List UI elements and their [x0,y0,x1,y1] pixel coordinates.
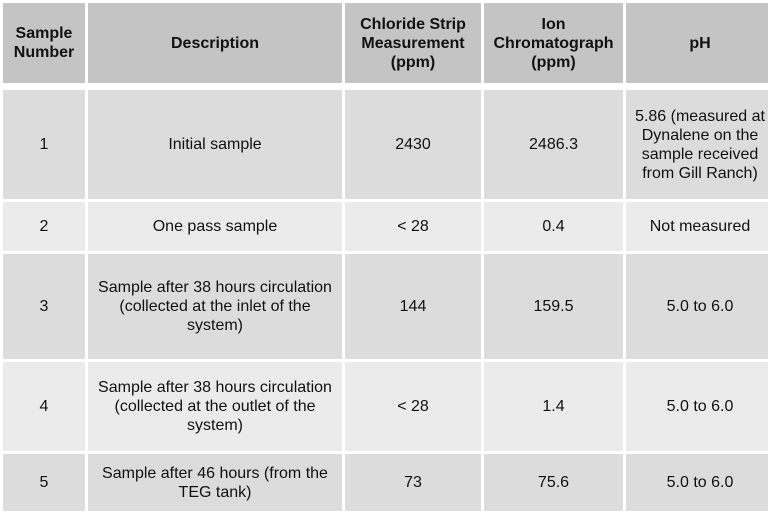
cell-ion-chromatograph: 2486.3 [484,90,623,199]
cell-sample-number: 5 [3,454,85,511]
cell-chloride-strip: 2430 [345,90,481,199]
table-row [3,254,768,359]
table-row [3,90,768,199]
divider-row [3,86,768,87]
cell-chloride-strip: < 28 [345,362,481,451]
cell-sample-number: 1 [3,90,85,199]
cell-ph: 5.86 (measured at Dynalene on the sample received from Gill Ranch) [626,90,768,199]
cell-ph: Not measured [626,202,768,251]
cell-sample-number: 2 [3,202,85,251]
header-ph: pH [626,3,768,83]
header-ion-chromatograph: Ion Chromatograph (ppm) [484,3,623,83]
cell-chloride-strip: 144 [345,254,481,359]
cell-sample-number: 4 [3,362,85,451]
header-row [3,3,768,83]
cell-chloride-strip: 73 [345,454,481,511]
table-row [3,362,768,451]
cell-description: Sample after 46 hours (from the TEG tank) [88,454,342,511]
cell-description: Initial sample [88,90,342,199]
cell-ph: 5.0 to 6.0 [626,454,768,511]
header-chloride-strip: Chloride Strip Measurement (ppm) [345,3,481,83]
cell-ph: 5.0 to 6.0 [626,254,768,359]
cell-ion-chromatograph: 75.6 [484,454,623,511]
cell-ion-chromatograph: 0.4 [484,202,623,251]
table-row [3,202,768,251]
cell-sample-number: 3 [3,254,85,359]
cell-ph: 5.0 to 6.0 [626,362,768,451]
cell-chloride-strip: < 28 [345,202,481,251]
header-sample-number: Sample Number [3,3,85,83]
cell-description: Sample after 38 hours circulation (collected at the outlet of the system) [88,362,342,451]
table-row [3,454,768,511]
cell-ion-chromatograph: 1.4 [484,362,623,451]
header-divider [3,86,768,87]
cell-description: Sample after 38 hours circulation (collected at the inlet of the system) [88,254,342,359]
header-description: Description [88,3,342,83]
cell-ion-chromatograph: 159.5 [484,254,623,359]
cell-description: One pass sample [88,202,342,251]
